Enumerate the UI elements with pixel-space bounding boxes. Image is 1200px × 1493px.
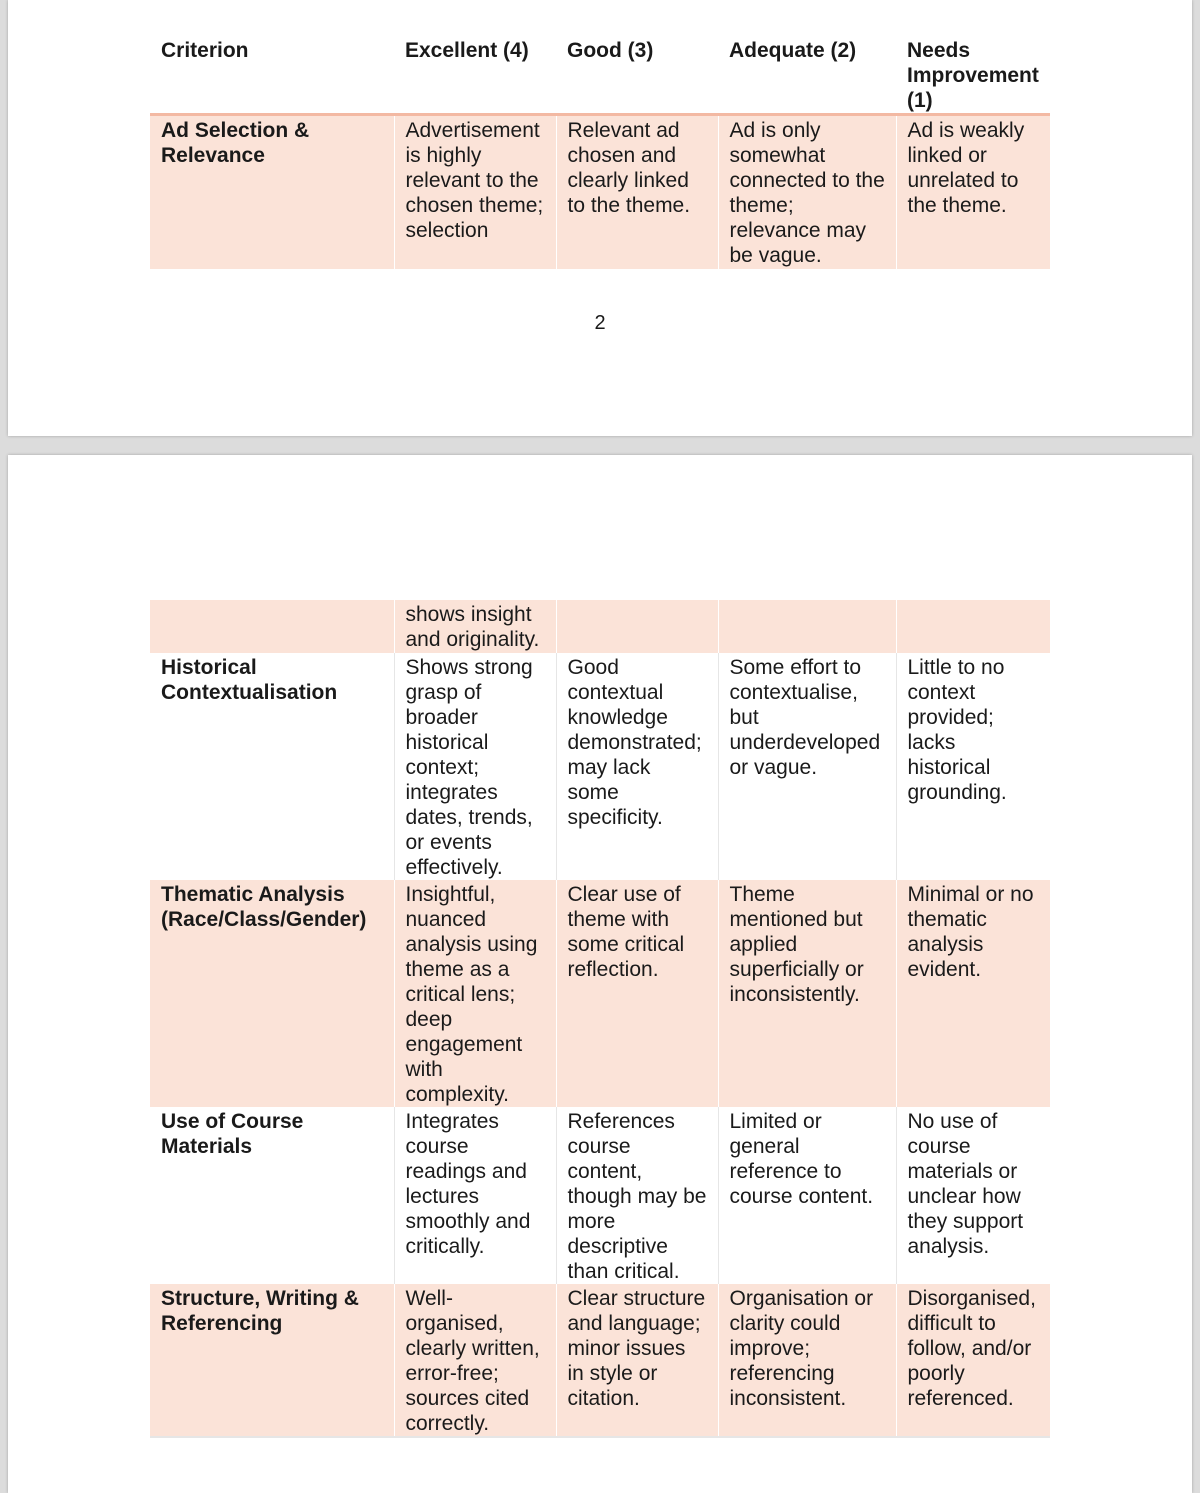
table-row xyxy=(150,1107,1050,1284)
table-row xyxy=(150,115,1050,269)
good-cell: References course content, though may be more descriptive than critical. xyxy=(556,1107,718,1284)
needs-improvement-cell: Little to no context provided; lacks historical grounding. xyxy=(896,653,1050,880)
rubric-table-part-2 xyxy=(150,600,1050,1438)
header-needs-improvement: Needs Improvement (1) xyxy=(896,20,1050,115)
adequate-cell: Some effort to contextualise, but underdeveloped or vague. xyxy=(718,653,896,880)
rubric-table-part-1 xyxy=(150,20,1050,269)
table-row xyxy=(150,880,1050,1107)
criterion-cell: Use of Course Materials xyxy=(161,1110,304,1158)
needs-improvement-cell: Disorganised, difficult to follow, and/or poorly referenced. xyxy=(896,1284,1050,1437)
excellent-cell: Well-organised, clearly written, error-free; sources cited correctly. xyxy=(394,1284,556,1437)
good-cell: Clear use of theme with some critical reflection. xyxy=(556,880,718,1107)
document-page-2 xyxy=(8,455,1192,1493)
table-header-row xyxy=(150,20,1050,115)
excellent-cell: Shows strong grasp of broader historical context; integrates dates, trends, or events effectively. xyxy=(394,653,556,880)
header-criterion: Criterion xyxy=(150,20,394,115)
criterion-cell: Structure, Writing & Referencing xyxy=(150,1284,394,1437)
excellent-cell: Advertisement is highly relevant to the chosen theme; selection xyxy=(394,115,556,269)
header-good: Good (3) xyxy=(556,20,718,115)
good-cell: Clear structure and language; minor issues in style or citation. xyxy=(556,1284,718,1437)
table-row xyxy=(150,600,1050,653)
adequate-cell: Limited or general reference to course content. xyxy=(718,1107,896,1284)
adequate-cell: Organisation or clarity could improve; referencing inconsistent. xyxy=(718,1284,896,1437)
needs-improvement-cell: Minimal or no thematic analysis evident. xyxy=(896,880,1050,1107)
good-cell: Relevant ad chosen and clearly linked to the theme. xyxy=(556,115,718,269)
table-row xyxy=(150,653,1050,880)
adequate-cell: Ad is only somewhat connected to the theme; relevance may be vague. xyxy=(718,115,896,269)
document-page-1 xyxy=(8,0,1192,436)
excellent-cell: Integrates course readings and lectures smoothly and critically. xyxy=(394,1107,556,1284)
needs-improvement-cell xyxy=(896,600,1050,653)
criterion-cell xyxy=(150,600,394,653)
page-number: 2 xyxy=(594,312,606,334)
excellent-cell: Insightful, nuanced analysis using theme as a critical lens; deep engagement with complexity. xyxy=(394,880,556,1107)
good-cell: Good contextual knowledge demonstrated; may lack some specificity. xyxy=(556,653,718,880)
adequate-cell: Theme mentioned but applied superficially or inconsistently. xyxy=(718,880,896,1107)
needs-improvement-cell: No use of course materials or unclear how they support analysis. xyxy=(896,1107,1050,1284)
header-adequate: Adequate (2) xyxy=(718,20,896,115)
table-row xyxy=(150,1284,1050,1437)
criterion-cell: Historical Contextualisation xyxy=(161,656,338,704)
adequate-cell xyxy=(718,600,896,653)
criterion-cell: Thematic Analysis (Race/Class/Gender) xyxy=(150,880,394,1107)
excellent-cell: shows insight and originality. xyxy=(394,600,556,653)
header-excellent: Excellent (4) xyxy=(394,20,556,115)
good-cell xyxy=(556,600,718,653)
needs-improvement-cell: Ad is weakly linked or unrelated to the theme. xyxy=(896,115,1050,269)
criterion-cell: Ad Selection & Relevance xyxy=(150,115,394,269)
